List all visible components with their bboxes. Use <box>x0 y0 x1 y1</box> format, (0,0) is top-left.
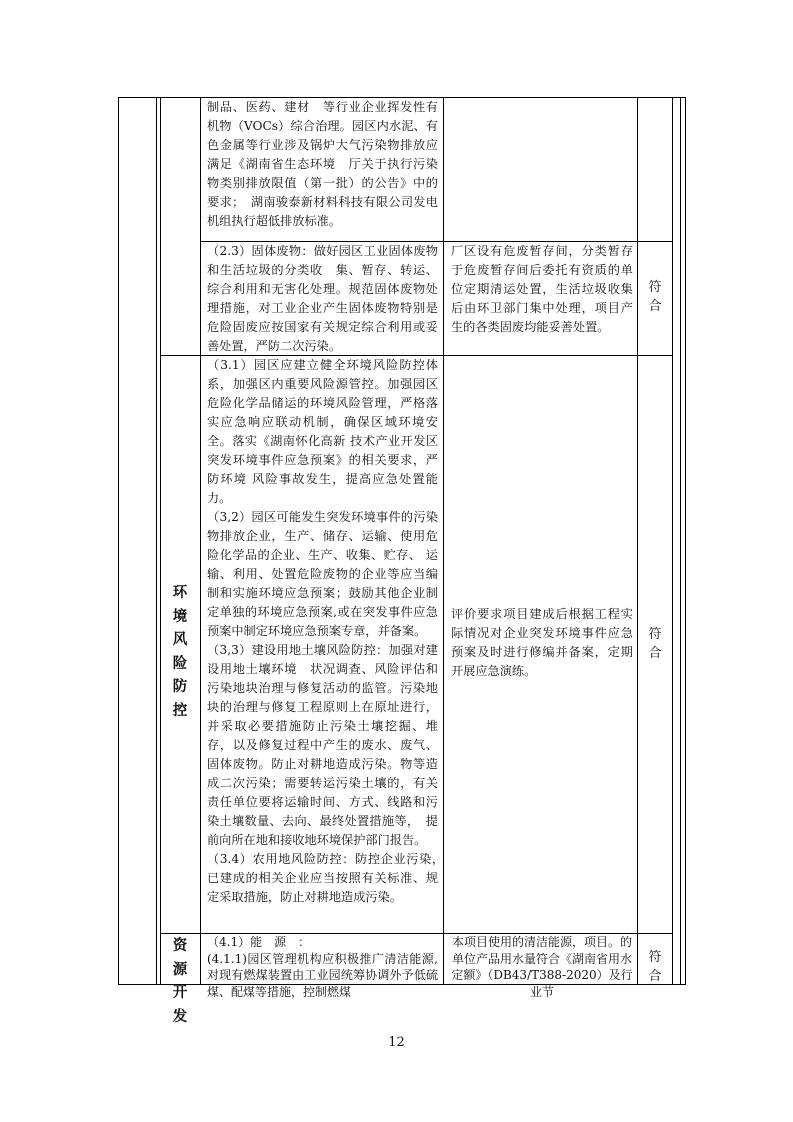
requirement-cell: （3.1）园区应建立健全环境风险防控体系，加强区内重要风险源管控。加强园区危险化学品储运的环境风险管理，严格落 实应急响应联动机制，确保区域环境安全。落实《湖南怀化高新 技术产业开发区突发环境事件应急预案》的相关要求，严防环境 风险事故发生，提高应急处置能力。 （3,2）园区可能发生突发环境事件的污染物排放企业，生产、储存、运输、使用危险化学品的企业、生产、收集、贮存、 运输、利用、处置危险废物的企业等应当编制和实施环境应急预案；鼓励其他企业制定单独的环境应急预案,或在突发事件应急预案中制定环境应急预案专章，并备案。 （3,3）建设用地土壤风险防控：加强对建设用地土壤环境 状况调查、风险评估和污染地块治理与修复活动的监管。污染地块的治理与修复工程原则上在原址进行，并采取必要措施防止污染土壤挖掘、堆存，以及修复过程中产生的废水、废气、固体废物。防止对耕地造成污染。物等造成二次污染；需要转运污染土壤的，有关责任单位要将运输时间、方式、线路和污染土壤数量、去向、最终处置措施等， 提前向所在地和接收地环境保护部门报告。 （3.4）农用地风险防控：防控企业污染， 已建成的相关企业应当按照有关标准、规定采取措施，防止对耕地造成污染。 <box>207 358 438 904</box>
project-cell: 厂区设有危废暂存间，分类暂存于危废暂存间后委托有资质的单位定期清运处置，生活垃圾收集后由环卫部门集中处理，项目产生的各类固废均能妥善处置。 <box>451 244 633 334</box>
result-cell <box>640 98 670 240</box>
column-divider <box>156 97 157 985</box>
result-cell: 符 合 <box>648 280 662 314</box>
result-cell: 符 合 <box>648 950 662 984</box>
requirement-cell: （2.3）固体废物：做好园区工业固体废物和生活垃圾的分类收 集、暂存、转运、综合利用和无害化处理。规范固体废物处理措施，对工业企业产生固体废物特别是危险固废应按国家有关规定综合利用或妥善处置，严防二次污染。 <box>207 244 438 353</box>
category-label: 环 境 风 险 防 控 <box>172 585 188 719</box>
column-divider <box>637 97 638 985</box>
project-cell: 评价要求项目建成后根据工程实际情况对企业突发环境事件应急预案及时进行修编并备案，定期开展应急演练。 <box>451 607 633 678</box>
column-divider <box>672 97 673 985</box>
category-label: 资 源 开 发 <box>172 938 188 1025</box>
column-divider <box>200 97 201 985</box>
requirement-cell: （4.1）能 源 ： (4.1.1)园区管理机构应积极推广清洁能源,对现有燃煤装置由工业园统筹协调外予低硫煤、配煤等措施，控制燃煤 <box>207 935 438 999</box>
requirement-cell: 制品、医药、建材 等行业企业挥发性有机物（VOCs）综合治理。园区内水泥、有色金属等行业涉及锅炉大气污染物排放应满足《湖南省生态环境 厅关于执行污染物类别排放限值（第一批）的公告》中的要求； 湖南骏泰新材料科技有限公司发电机组执行超低排放标准。 <box>207 100 438 228</box>
column-divider <box>680 97 681 985</box>
project-cell: 本项目使用的清洁能源，项目。的单位产品用水量符合《湖南省用水定额》（DB43/T388-2020）及行业节 <box>451 935 633 999</box>
page-number: 12 <box>388 1035 405 1050</box>
project-cell <box>447 98 637 240</box>
result-cell: 符 合 <box>648 627 662 661</box>
column-divider <box>160 97 161 985</box>
